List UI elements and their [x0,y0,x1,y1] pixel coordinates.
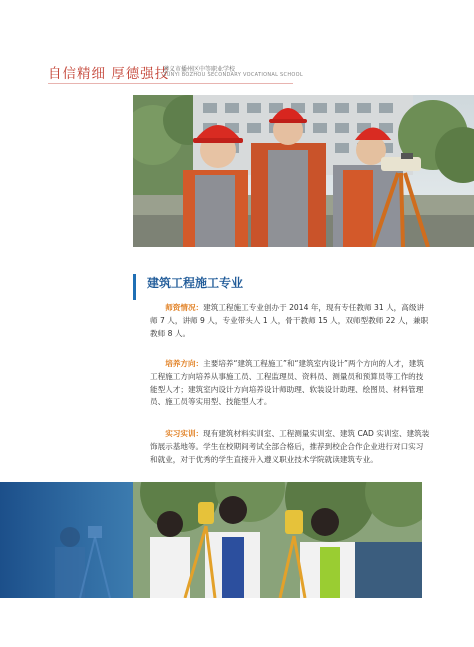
paragraph-faculty [150,302,430,340]
blue-overlay-panel [0,482,133,598]
paragraph-label: 培养方向： [165,359,204,368]
section-accent-bar [133,274,136,300]
section-title: 建筑工程施工专业 [147,276,244,290]
paragraph-training-direction [150,358,430,409]
page-header [0,0,474,92]
training-photo [0,482,422,598]
school-name-en: ZUNYI BOZHOU SECONDARY VOCATIONAL SCHOOL [163,72,303,78]
header-divider [48,83,293,84]
paragraph-label: 师资情况： [165,303,204,312]
paragraph-internship [150,428,430,466]
paragraph-label: 实习实训： [165,429,204,438]
paragraph-text: 建筑工程施工专业创办于 2014 年，现有专任教师 31 人，高级讲师 7 人，讲师 9 人，专业带头人 1 人，骨干教师 15 人，双师型教师 22 人，兼职教师 8 人。 [150,303,429,338]
surveying-photo [133,95,474,247]
paragraph-text: 现有建筑材料实训室、工程测量实训室、建筑 CAD 实训室、建筑装饰展示基地等。学生在校期间考试全部合格后，推荐到校企合作企业进行对口实习和就业，对于优秀的学生直接升入遵义职业技术学院就读建筑专业。 [150,429,430,464]
school-name-cn: 遵义市播州区中等职业学校 [163,66,236,73]
school-slogan: 自信精细 厚德强技 [48,66,170,82]
paragraph-text: 主要培养“建筑工程施工”和“建筑室内设计”两个方向的人才，建筑工程施工方向培养从事施工员、工程监理员、资料员、测量员和预算员等工作的技能型人才；建筑室内设计方向培养设计师助理、软装设计助理、绘图员、材料管理员、施工员等实用型、技能型人才。 [150,359,424,407]
